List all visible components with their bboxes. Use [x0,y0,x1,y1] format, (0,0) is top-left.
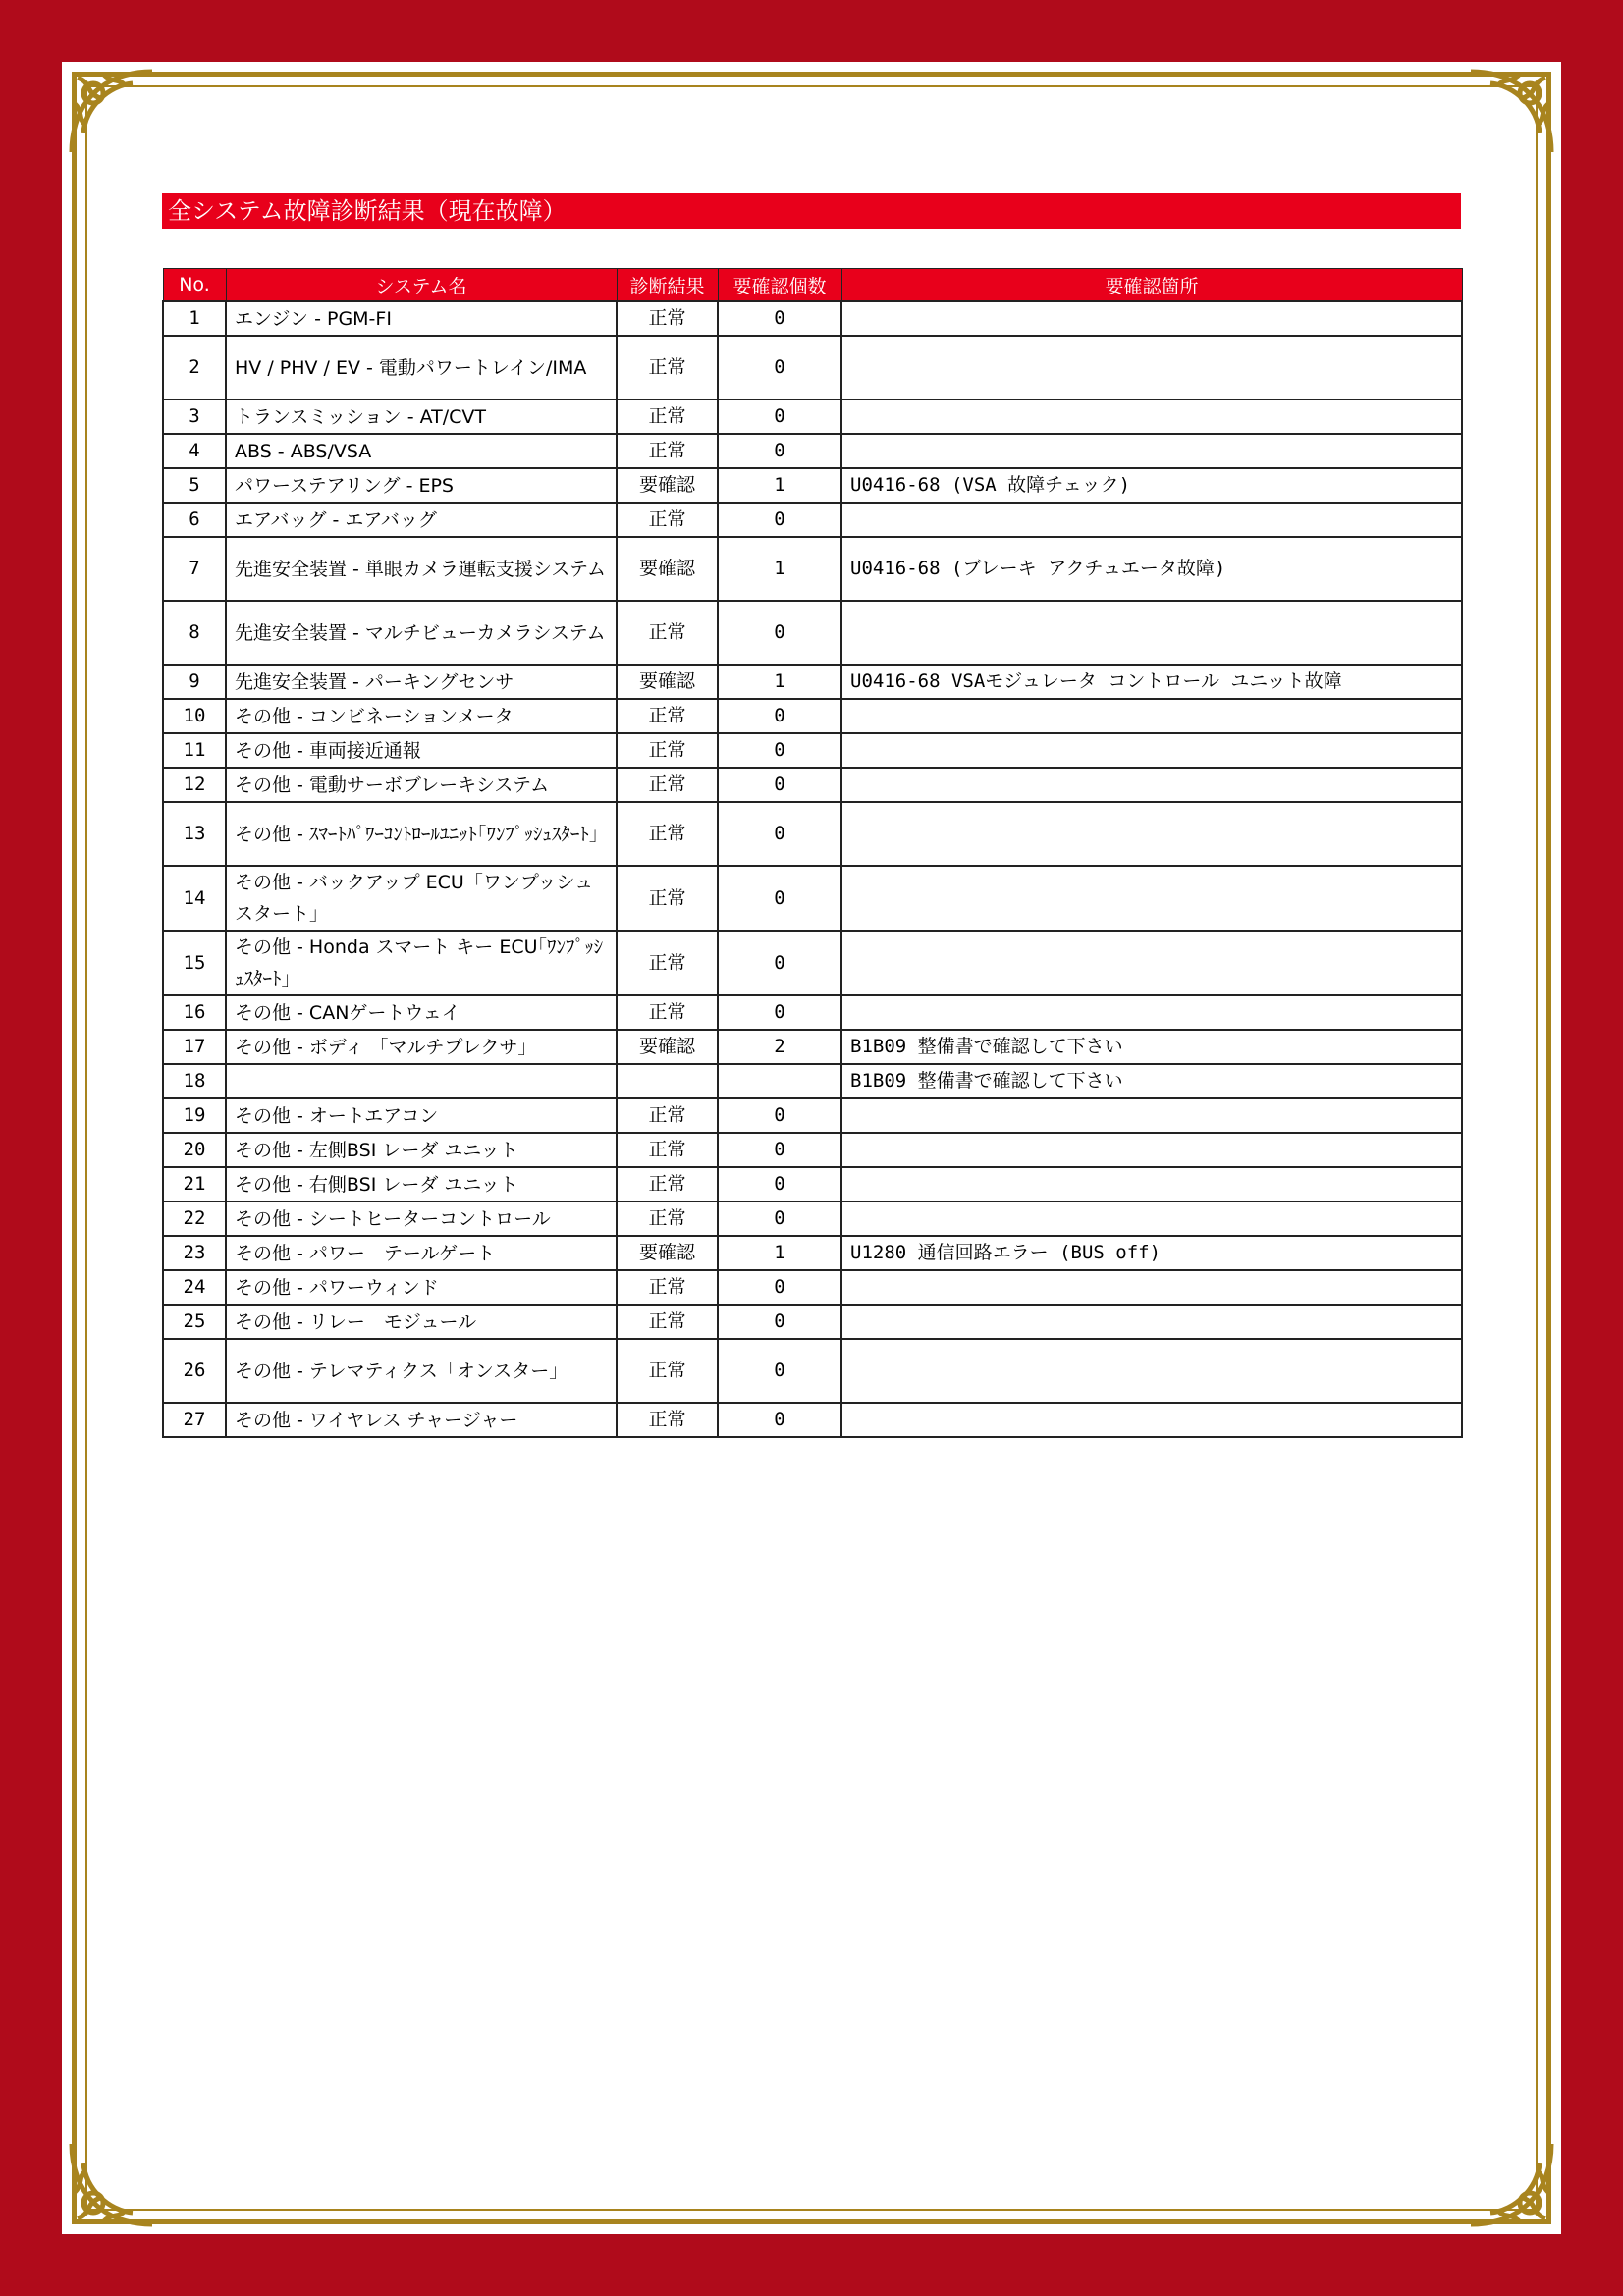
system-name: その他 - Honda スマート キー ECU｢ﾜﾝﾌﾟｯｼｭｽﾀｰﾄ｣ [226,931,617,995]
check-location [841,1339,1462,1403]
system-name: 先進安全装置 - 単眼カメラ運転支援システム [226,537,617,601]
check-location [841,1270,1462,1305]
diagnosis-result: 正常 [617,733,718,768]
check-count: 0 [718,1098,841,1133]
table-row [163,1167,1462,1201]
table-row [163,1236,1462,1270]
table-row [163,601,1462,665]
table-row [163,768,1462,802]
check-location [841,336,1462,400]
system-name: その他 - コンビネーションメータ [226,699,617,733]
check-count: 0 [718,601,841,665]
header-count: 要確認個数 [718,269,841,302]
row-number: 4 [163,434,226,468]
row-number: 9 [163,665,226,699]
system-name [226,1064,617,1098]
table-row [163,1064,1462,1098]
diagnosis-result: 要確認 [617,1236,718,1270]
corner-ornament-icon [1465,64,1559,158]
check-location [841,1201,1462,1236]
system-name: HV / PHV / EV - 電動パワートレイン/IMA [226,336,617,400]
system-name: その他 - ボディ 「マルチプレクサ」 [226,1030,617,1064]
check-count: 0 [718,768,841,802]
row-number: 19 [163,1098,226,1133]
system-name: その他 - リレー モジュール [226,1305,617,1339]
row-number: 17 [163,1030,226,1064]
check-count: 0 [718,503,841,537]
table-row [163,931,1462,995]
check-count: 0 [718,1305,841,1339]
check-count: 0 [718,1133,841,1167]
table-row [163,699,1462,733]
diagnosis-result: 正常 [617,301,718,336]
table-row [163,733,1462,768]
row-number: 11 [163,733,226,768]
diagnosis-result: 正常 [617,400,718,434]
diagnosis-result: 正常 [617,768,718,802]
check-count: 1 [718,468,841,503]
corner-ornament-icon [1465,2138,1559,2232]
header-no: No. [163,269,226,302]
table-row [163,1403,1462,1437]
system-name: その他 - 左側BSI レーダ ユニット [226,1133,617,1167]
header-system: システム名 [226,269,617,302]
check-location [841,1098,1462,1133]
table-row [163,1098,1462,1133]
check-count: 0 [718,336,841,400]
row-number: 25 [163,1305,226,1339]
diagnosis-result: 正常 [617,866,718,931]
check-count: 0 [718,699,841,733]
diagnosis-table [162,268,1463,1438]
check-location: U0416-68 (ブレーキ アクチュエータ故障) [841,537,1462,601]
diagnosis-result: 正常 [617,802,718,866]
check-count: 0 [718,1403,841,1437]
check-count: 0 [718,931,841,995]
check-location [841,601,1462,665]
diagnosis-result: 正常 [617,1305,718,1339]
check-location: U0416-68 (VSA 故障チェック) [841,468,1462,503]
row-number: 16 [163,995,226,1030]
system-name: 先進安全装置 - パーキングセンサ [226,665,617,699]
system-name: パワーステアリング - EPS [226,468,617,503]
table-row [163,1030,1462,1064]
check-location [841,1403,1462,1437]
system-name: 先進安全装置 - マルチビューカメラシステム [226,601,617,665]
diagnosis-result: 要確認 [617,665,718,699]
row-number: 5 [163,468,226,503]
system-name: その他 - バックアップ ECU「ワンプッシュスタート」 [226,866,617,931]
check-count: 0 [718,1201,841,1236]
system-name: その他 - 車両接近通報 [226,733,617,768]
diagnosis-result: 正常 [617,931,718,995]
check-location: U1280 通信回路エラー (BUS off) [841,1236,1462,1270]
system-name: その他 - オートエアコン [226,1098,617,1133]
row-number: 26 [163,1339,226,1403]
row-number: 12 [163,768,226,802]
diagnosis-result: 正常 [617,1270,718,1305]
check-count: 0 [718,995,841,1030]
check-count: 1 [718,665,841,699]
diagnosis-result: 正常 [617,1201,718,1236]
check-count: 0 [718,400,841,434]
row-number: 24 [163,1270,226,1305]
system-name: その他 - シートヒーターコントロール [226,1201,617,1236]
check-location [841,1167,1462,1201]
table-header-row [163,269,1462,302]
diagnosis-result: 正常 [617,1133,718,1167]
header-location: 要確認箇所 [841,269,1462,302]
check-location [841,768,1462,802]
diagnosis-result: 要確認 [617,468,718,503]
table-row [163,802,1462,866]
diagnosis-result: 正常 [617,1098,718,1133]
check-location [841,733,1462,768]
table-row [163,336,1462,400]
diagnosis-result: 要確認 [617,1030,718,1064]
row-number: 14 [163,866,226,931]
check-count: 0 [718,434,841,468]
row-number: 6 [163,503,226,537]
check-count [718,1064,841,1098]
diagnosis-result: 正常 [617,601,718,665]
check-location [841,503,1462,537]
system-name: エアバッグ - エアバッグ [226,503,617,537]
report-page [62,62,1561,2234]
check-location: U0416-68 VSAモジュレータ コントロール ユニット故障 [841,665,1462,699]
table-row [163,301,1462,336]
system-name: エンジン - PGM-FI [226,301,617,336]
row-number: 18 [163,1064,226,1098]
check-location [841,866,1462,931]
check-location: B1B09 整備書で確認して下さい [841,1064,1462,1098]
table-row [163,434,1462,468]
row-number: 15 [163,931,226,995]
check-count: 0 [718,866,841,931]
check-count: 1 [718,537,841,601]
row-number: 13 [163,802,226,866]
row-number: 22 [163,1201,226,1236]
check-count: 0 [718,802,841,866]
corner-ornament-icon [64,2138,158,2232]
diagnosis-result [617,1064,718,1098]
table-row [163,995,1462,1030]
table-row [163,665,1462,699]
system-name: ABS - ABS/VSA [226,434,617,468]
row-number: 8 [163,601,226,665]
table-row [163,503,1462,537]
system-name: その他 - ｽﾏｰﾄﾊﾟﾜｰｺﾝﾄﾛｰﾙﾕﾆｯﾄ｢ﾜﾝﾌﾟｯｼｭｽﾀｰﾄ｣ [226,802,617,866]
system-name: トランスミッション - AT/CVT [226,400,617,434]
check-location [841,699,1462,733]
diagnosis-result: 正常 [617,1403,718,1437]
table-row [163,537,1462,601]
system-name: その他 - 電動サーボブレーキシステム [226,768,617,802]
check-location: B1B09 整備書で確認して下さい [841,1030,1462,1064]
check-location [841,301,1462,336]
table-row [163,866,1462,931]
diagnosis-result: 正常 [617,1167,718,1201]
row-number: 23 [163,1236,226,1270]
table-row [163,1339,1462,1403]
table-row [163,1270,1462,1305]
diagnosis-result: 正常 [617,434,718,468]
system-name: その他 - CANゲートウェイ [226,995,617,1030]
table-row [163,1201,1462,1236]
diagnosis-result: 正常 [617,995,718,1030]
diagnosis-result: 正常 [617,336,718,400]
check-count: 0 [718,1167,841,1201]
header-result: 診断結果 [617,269,718,302]
system-name: その他 - ワイヤレス チャージャー [226,1403,617,1437]
row-number: 21 [163,1167,226,1201]
corner-ornament-icon [64,64,158,158]
check-count: 0 [718,301,841,336]
system-name: その他 - 右側BSI レーダ ユニット [226,1167,617,1201]
diagnosis-result: 要確認 [617,537,718,601]
check-location [841,434,1462,468]
table-row [163,1133,1462,1167]
check-count: 0 [718,1339,841,1403]
check-location [841,400,1462,434]
table-row [163,400,1462,434]
row-number: 7 [163,537,226,601]
row-number: 3 [163,400,226,434]
diagnosis-result: 正常 [617,503,718,537]
table-row [163,1305,1462,1339]
check-count: 0 [718,733,841,768]
report-title: 全システム故障診断結果（現在故障） [162,193,1461,229]
check-location [841,931,1462,995]
check-location [841,802,1462,866]
table-row [163,468,1462,503]
check-count: 1 [718,1236,841,1270]
check-location [841,1133,1462,1167]
row-number: 10 [163,699,226,733]
diagnosis-result: 正常 [617,699,718,733]
check-count: 2 [718,1030,841,1064]
check-location [841,995,1462,1030]
check-count: 0 [718,1270,841,1305]
diagnosis-result: 正常 [617,1339,718,1403]
row-number: 2 [163,336,226,400]
row-number: 20 [163,1133,226,1167]
row-number: 1 [163,301,226,336]
system-name: その他 - テレマティクス「オンスター」 [226,1339,617,1403]
system-name: その他 - パワーウィンド [226,1270,617,1305]
check-location [841,1305,1462,1339]
system-name: その他 - パワー テールゲート [226,1236,617,1270]
row-number: 27 [163,1403,226,1437]
